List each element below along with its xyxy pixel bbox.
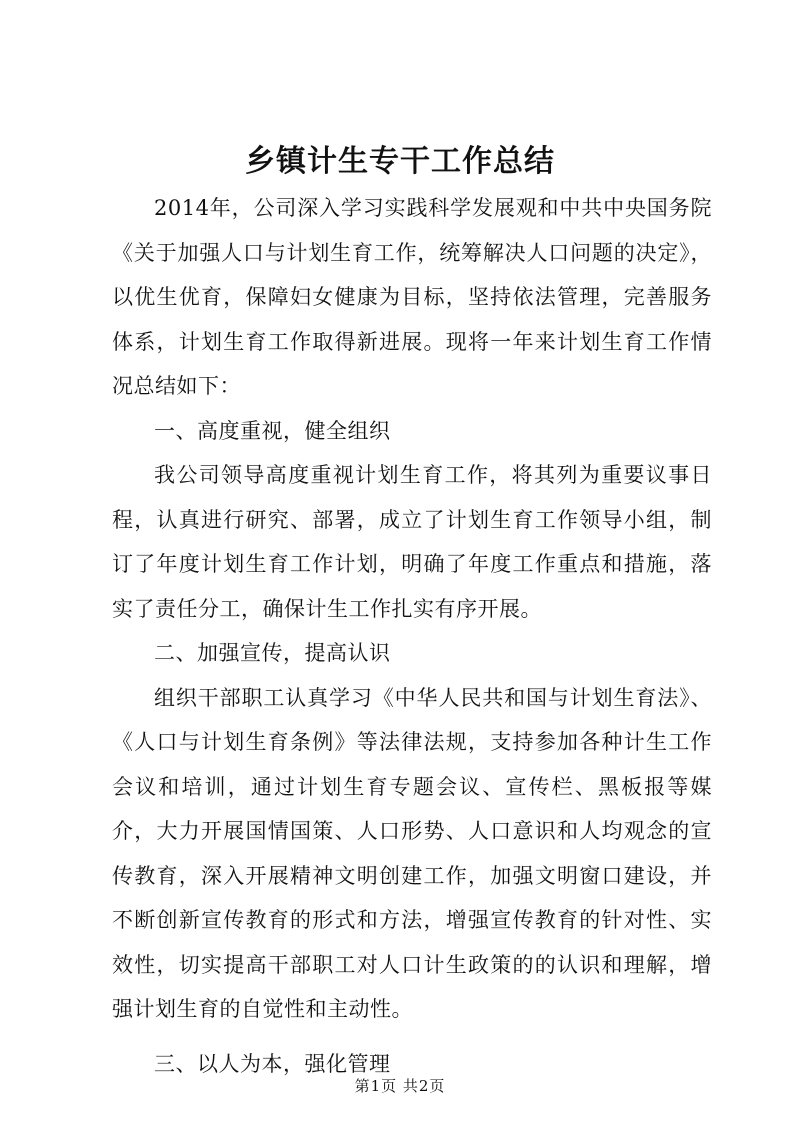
page-footer: 第1页 共2页 [354, 1077, 446, 1095]
paragraph-spacer [112, 1032, 712, 1042]
section-2-paragraph: 组织干部职工认真学习《中华人民共和国与计划生育法》、《人口与计划生育条例》等法律法规，支持参加各种计生工作会议和培训，通过计划生育专题会议、宣传栏、黑板报等媒介，大力开展国情国策、人口形势、人口意识和人均观念的宣传教育，深入开展精神文明创建工作，加强文明窗口建设，并不断创新宣传教育的形式和方法，增强宣传教育的针对性、实效性，切实提高干部职工对人口计生政策的的认识和理解，增强计划生育的自觉性和主动性。 [112, 685, 712, 1021]
section-heading-2: 二、加强宣传，提高认识 [154, 641, 391, 665]
section-1-paragraph: 我公司领导高度重视计划生育工作，将其列为重要议事日程，认真进行研究、部署，成立了计划生育工作领导小组，制订了年度计划生育工作计划，明确了年度工作重点和措施，落实了责任分工，确保计生工作扎实有序开展。 [112, 463, 712, 621]
document-body [112, 186, 712, 1086]
document-title: 乡镇计生专干工作总结 [245, 144, 555, 179]
section-heading-3: 三、以人为本，强化管理 [154, 1051, 391, 1076]
intro-paragraph: 2014年，公司深入学习实践科学发展观和中共中央国务院《关于加强人口与计划生育工作，统筹解决人口问题的决定》，以优生优育，保障妇女健康为目标，坚持依法管理，完善服务体系，计划生育工作取得新进展。现将一年来计划生育工作情况总结如下： [112, 196, 712, 398]
section-heading-1: 一、高度重视，健全组织 [154, 418, 391, 443]
